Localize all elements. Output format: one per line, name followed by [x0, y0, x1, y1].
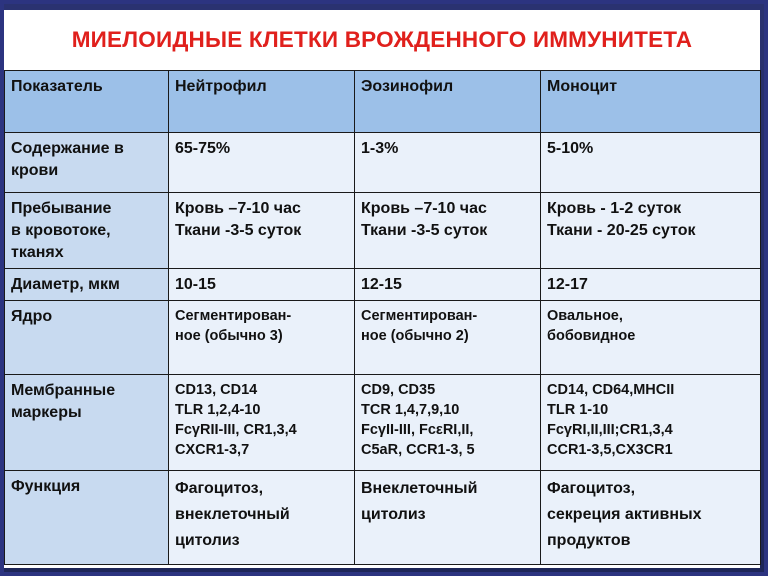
table-cell — [541, 133, 761, 193]
text-line: крови — [11, 162, 59, 179]
text-line: TCR 1,4,7,9,10 — [361, 402, 460, 418]
table-cell — [169, 471, 355, 565]
table-cell — [169, 193, 355, 269]
table-cell — [541, 269, 761, 301]
text-line: Функция — [11, 478, 81, 495]
text-line: ное (обычно 3) — [175, 328, 283, 344]
table-cell — [355, 193, 541, 269]
table-cell — [541, 193, 761, 269]
text-line: FcγRII-III, CR1,3,4 — [175, 422, 297, 438]
row-label — [5, 269, 169, 301]
header-cell: Эозинофил — [355, 71, 541, 133]
comparison-table — [4, 70, 761, 565]
text-line: Фагоцитоз, — [547, 480, 636, 497]
text-line: маркеры — [11, 404, 82, 421]
table-cell — [355, 375, 541, 471]
table-row — [5, 133, 761, 193]
text-line: Ткани -3-5 суток — [361, 222, 488, 239]
slide — [4, 10, 760, 568]
table-header-row — [5, 71, 761, 133]
text-line: 12-15 — [361, 276, 402, 293]
text-line: Кровь –7-10 час — [361, 200, 487, 217]
text-line: 12-17 — [547, 276, 588, 293]
row-label — [5, 375, 169, 471]
text-line: 1-3% — [361, 140, 399, 157]
text-line: CXCR1-3,7 — [175, 442, 250, 458]
text-line: 5-10% — [547, 140, 594, 157]
table-cell — [169, 375, 355, 471]
text-line: Ядро — [11, 308, 53, 325]
text-line: внеклеточный — [175, 506, 290, 523]
text-line: Содержание в — [11, 140, 124, 157]
text-line: C5aR, CCR1-3, 5 — [361, 442, 475, 458]
text-line: TLR 1,2,4-10 — [175, 402, 261, 418]
table-cell — [541, 471, 761, 565]
table-row — [5, 193, 761, 269]
text-line: в кровотоке, — [11, 222, 111, 239]
row-label — [5, 301, 169, 375]
header-cell: Показатель — [5, 71, 169, 133]
text-line: CD14, CD64,MHCII — [547, 382, 675, 398]
text-line: Мембранные — [11, 382, 116, 399]
text-line: CCR1-3,5,CX3CR1 — [547, 442, 673, 458]
table-row — [5, 269, 761, 301]
table-cell — [355, 301, 541, 375]
table-cell — [169, 133, 355, 193]
text-line: тканях — [11, 244, 64, 261]
text-line: Пребывание — [11, 200, 112, 217]
text-line: Кровь –7-10 час — [175, 200, 301, 217]
table-cell — [355, 269, 541, 301]
table-cell — [355, 471, 541, 565]
text-line: TLR 1-10 — [547, 402, 609, 418]
text-line: CD9, CD35 — [361, 382, 436, 398]
text-line: Внеклеточный — [361, 480, 478, 497]
text-line: Кровь - 1-2 суток — [547, 200, 682, 217]
text-line: 10-15 — [175, 276, 216, 293]
text-line: продуктов — [547, 532, 631, 549]
table-cell — [355, 133, 541, 193]
text-line: Диаметр, мкм — [11, 276, 120, 293]
text-line: ное (обычно 2) — [361, 328, 469, 344]
row-label — [5, 193, 169, 269]
text-line: FcγRI,II,III;CR1,3,4 — [547, 422, 673, 438]
row-label — [5, 471, 169, 565]
table-cell — [541, 301, 761, 375]
header-cell: Нейтрофил — [169, 71, 355, 133]
text-line: FcγII-III, FcεRI,II, — [361, 422, 474, 438]
text-line: CD13, CD14 — [175, 382, 258, 398]
text-line: цитолиз — [175, 532, 240, 549]
header-cell: Моноцит — [541, 71, 761, 133]
table-cell — [169, 301, 355, 375]
text-line: Овальное, — [547, 308, 623, 324]
row-label — [5, 133, 169, 193]
slide-title: МИЕЛОИДНЫЕ КЛЕТКИ ВРОЖДЕННОГО ИММУНИТЕТА — [71, 27, 693, 52]
table-cell — [169, 269, 355, 301]
text-line: Сегментирован- — [361, 308, 478, 324]
text-line: Фагоцитоз, — [175, 480, 264, 497]
text-line: Сегментирован- — [175, 308, 292, 324]
text-line: бобовидное — [547, 328, 636, 344]
text-line: цитолиз — [361, 506, 426, 523]
table-cell — [541, 375, 761, 471]
text-line: Ткани - 20-25 суток — [547, 222, 696, 239]
text-line: 65-75% — [175, 140, 231, 157]
table-row — [5, 471, 761, 565]
table-row — [5, 375, 761, 471]
table-row — [5, 301, 761, 375]
text-line: Ткани -3-5 суток — [175, 222, 302, 239]
text-line: секреция активных — [547, 506, 702, 523]
